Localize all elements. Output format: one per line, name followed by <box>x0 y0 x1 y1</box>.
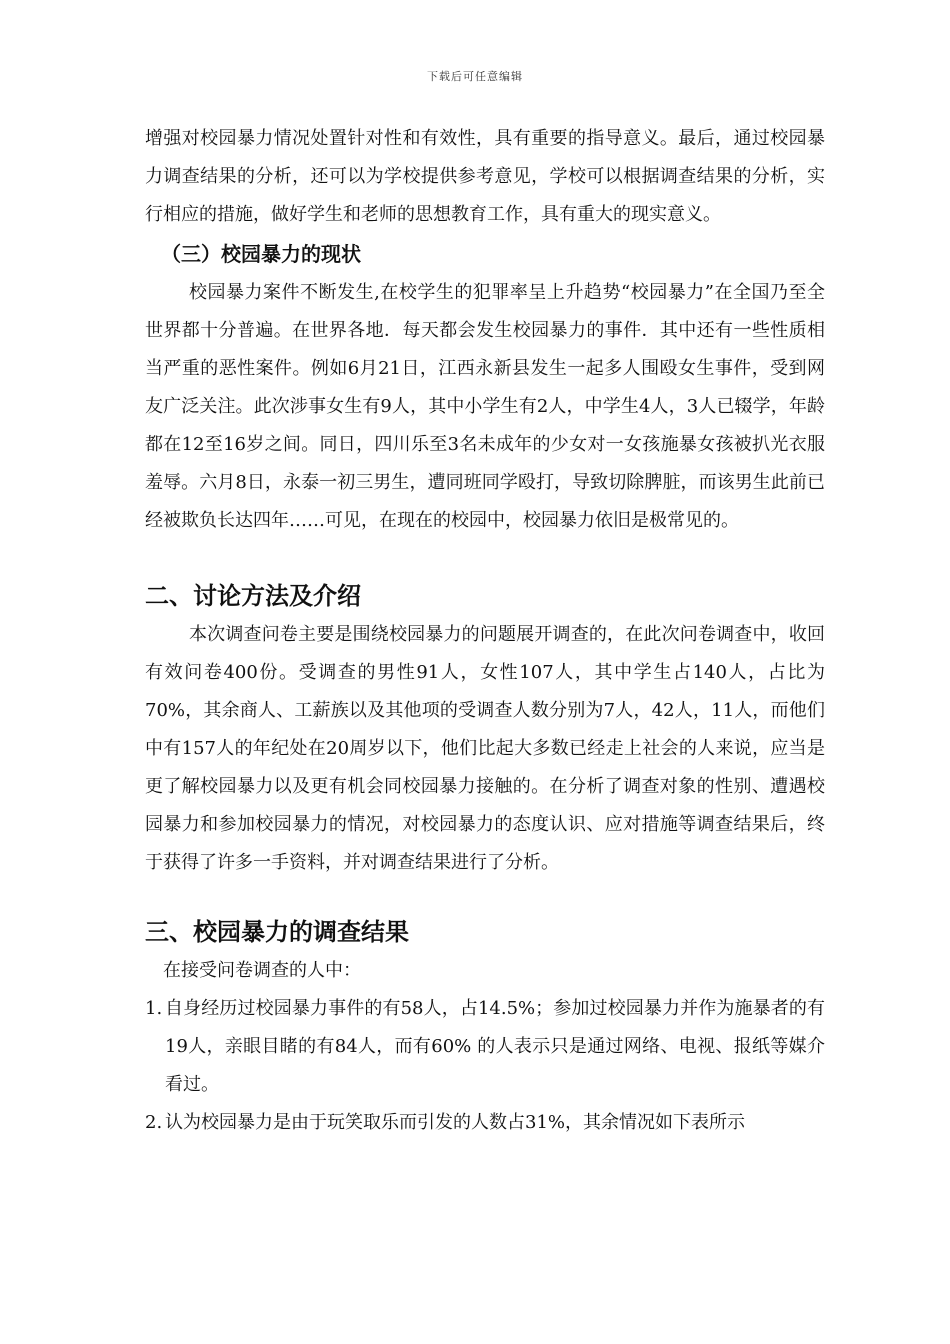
subsection-three-paragraph: 校园暴力案件不断发生,在校学生的犯罪率呈上升趋势“校园暴力”在全国乃至全世界都十分普遍。在世界各地．每天都会发生校园暴力的事件．其中还有一些性质相当严重的恶性案件。例如6月21日，江西永新县发生一起多人围殴女生事件，受到网友广泛关注。此次涉事女生有9人，其中小学生有2人，中学生4人，3人已辍学，年龄都在12至16岁之间。同日，四川乐至3名未成年的少女对一女孩施暴女孩被扒光衣服羞辱。六月8日，永泰一初三男生，遭同班同学殴打，导致切除脾脏，而该男生此前已经被欺负长达四年……可见，在现在的校园中，校园暴力依旧是极常见的。 <box>145 282 825 531</box>
section-two-paragraph: 本次调查问卷主要是围绕校园暴力的问题展开调查的，在此次问卷调查中，收回有效问卷400份。受调查的男性91人，女性107人，其中学生占140人，占比为70%，其余商人、工薪族以及其他项的受调查人数分别为7人，42人，11人，而他们中有157人的年纪处在20周岁以下，他们比起大多数已经走上社会的人来说，应当是更了解校园暴力以及更有机会同校园暴力接触的。在分析了调查对象的性别、遭遇校园暴力和参加校园暴力的情况，对校园暴力的态度认识、应对措施等调查结果后，终于获得了许多一手资料，并对调查结果进行了分析。 <box>145 624 825 873</box>
subsection-three-heading: （三）校园暴力的现状 <box>161 242 361 266</box>
section-three-intro: 在接受问卷调查的人中： <box>163 960 361 981</box>
section-two-heading: 二、讨论方法及介绍 <box>145 582 361 610</box>
section-spacer <box>145 540 825 576</box>
document-body <box>145 120 825 1142</box>
list-item-text: 自身经历过校园暴力事件的有58人，占14.5%；参加过校园暴力并作为施暴者的有19人，亲眼目睹的有84人，而有60% 的人表示只是通过网络、电视、报纸等媒介看过。 <box>165 998 825 1095</box>
section-spacer <box>145 882 825 912</box>
section-three-heading: 三、校园暴力的调查结果 <box>145 918 409 946</box>
list-item-text: 认为校园暴力是由于玩笑取乐而引发的人数占31%，其余情况如下表所示 <box>165 1112 746 1133</box>
list-item-number: 1. <box>145 998 163 1019</box>
section-one-closing-paragraph: 增强对校园暴力情况处置针对性和有效性，具有重要的指导意义。最后，通过校园暴力调查结果的分析，还可以为学校提供参考意见，学校可以根据调查结果的分析，实行相应的措施，做好学生和老师的思想教育工作，具有重大的现实意义。 <box>145 128 825 225</box>
list-item-number: 2. <box>145 1112 163 1133</box>
list-item <box>145 1104 825 1142</box>
running-header: 下载后可任意编辑 <box>427 70 523 83</box>
list-item <box>145 990 825 1104</box>
